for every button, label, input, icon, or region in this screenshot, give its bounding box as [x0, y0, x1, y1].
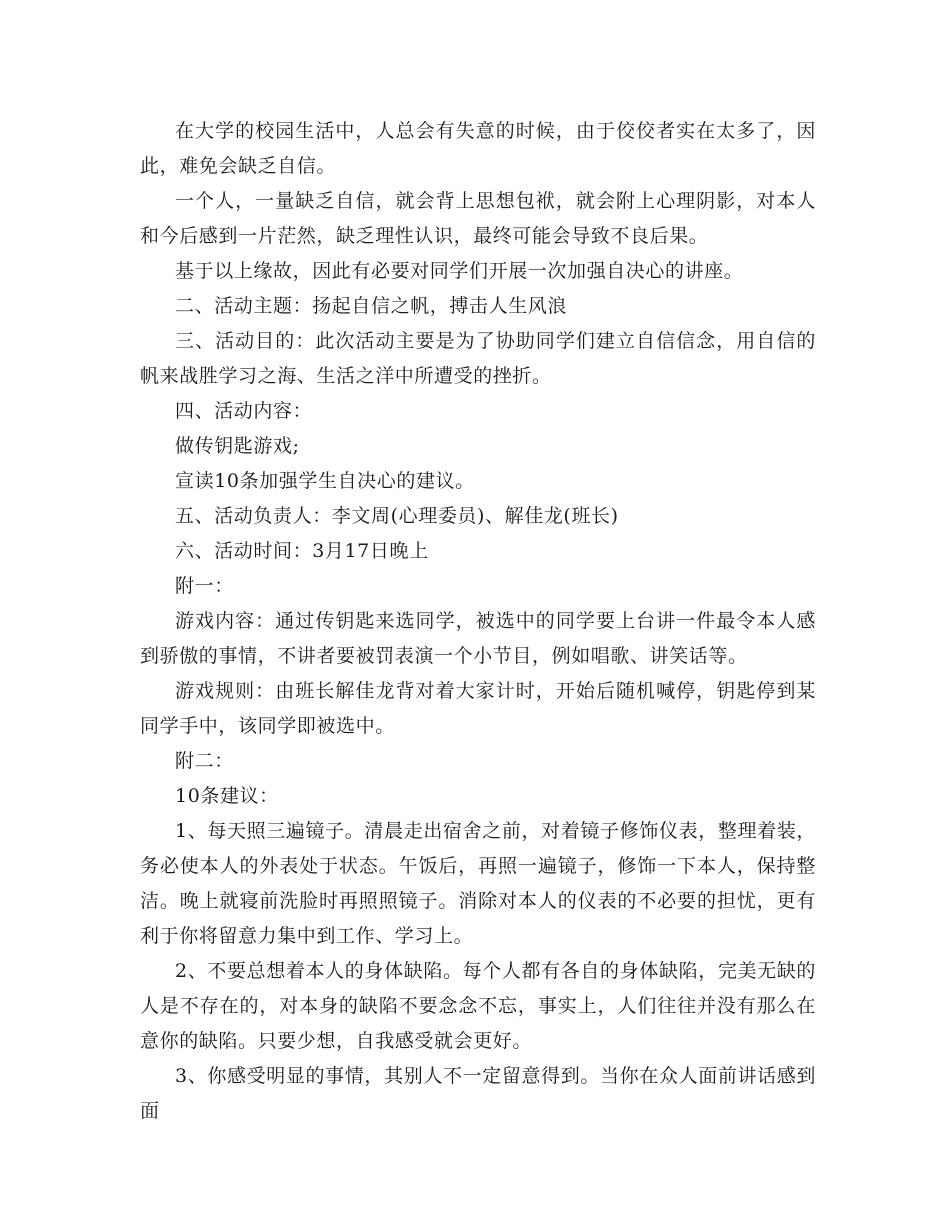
paragraph-theme: 二、活动主题：扬起自信之帆，搏击人生风浪 — [175, 295, 568, 317]
paragraph-suggestions-heading: 10条建议： — [175, 785, 279, 807]
paragraph-game-content: 游戏内容：通过传钥匙来选同学，被选中的同学要上台讲一件最令本人感到骄傲的事情，不讲者要被罚表演一个小节目，例如唱歌、讲笑话等。 — [140, 610, 816, 667]
paragraph-purpose: 三、活动目的：此次活动主要是为了协助同学们建立自信信念，用自信的帆来战胜学习之海、生活之洋中所遭受的挫折。 — [140, 330, 816, 387]
paragraph-reason: 基于以上缘故，因此有必要对同学们开展一次加强自决心的讲座。 — [175, 260, 744, 282]
paragraph-lack-confidence: 一个人，一量缺乏自信，就会背上思想包袱，就会附上心理阴影，对本人和今后感到一片茫然，缺乏理性认识，最终可能会导致不良后果。 — [140, 190, 816, 247]
paragraph-appendix-one: 附一： — [175, 575, 234, 597]
paragraph-game-rules: 游戏规则：由班长解佳龙背对着大家计时，开始后随机喊停，钥匙停到某同学手中，该同学即被选中。 — [140, 680, 816, 737]
paragraph-appendix-two: 附二： — [175, 750, 234, 772]
document-body — [140, 114, 816, 1129]
paragraph-time: 六、活动时间：3月17日晚上 — [175, 540, 429, 562]
paragraph-content-heading: 四、活动内容： — [175, 400, 313, 422]
paragraph-organizers: 五、活动负责人：李文周(心理委员)、解佳龙(班长) — [175, 505, 619, 527]
paragraph-suggestion-3: 3、你感受明显的事情，其别人不一定留意得到。当你在众人面前讲话感到面 — [140, 1065, 816, 1122]
paragraph-read-suggestions: 宣读10条加强学生自决心的建议。 — [175, 470, 475, 492]
paragraph-key-game: 做传钥匙游戏; — [175, 435, 300, 457]
paragraph-intro: 在大学的校园生活中，人总会有失意的时候，由于佼佼者实在太多了，因此，难免会缺乏自信。 — [140, 120, 816, 177]
paragraph-suggestion-1: 1、每天照三遍镜子。清晨走出宿舍之前，对着镜子修饰仪表，整理着装，务必使本人的外表处于状态。午饭后，再照一遍镜子，修饰一下本人，保持整洁。晚上就寝前洗脸时再照照镜子。消除对本人的仪表的不必要的担忧，更有利于你将留意力集中到工作、学习上。 — [140, 820, 816, 947]
paragraph-suggestion-2: 2、不要总想着本人的身体缺陷。每个人都有各自的身体缺陷，完美无缺的人是不存在的，对本身的缺陷不要念念不忘，事实上，人们往往并没有那么在意你的缺陷。只要少想，自我感受就会更好。 — [140, 960, 816, 1052]
